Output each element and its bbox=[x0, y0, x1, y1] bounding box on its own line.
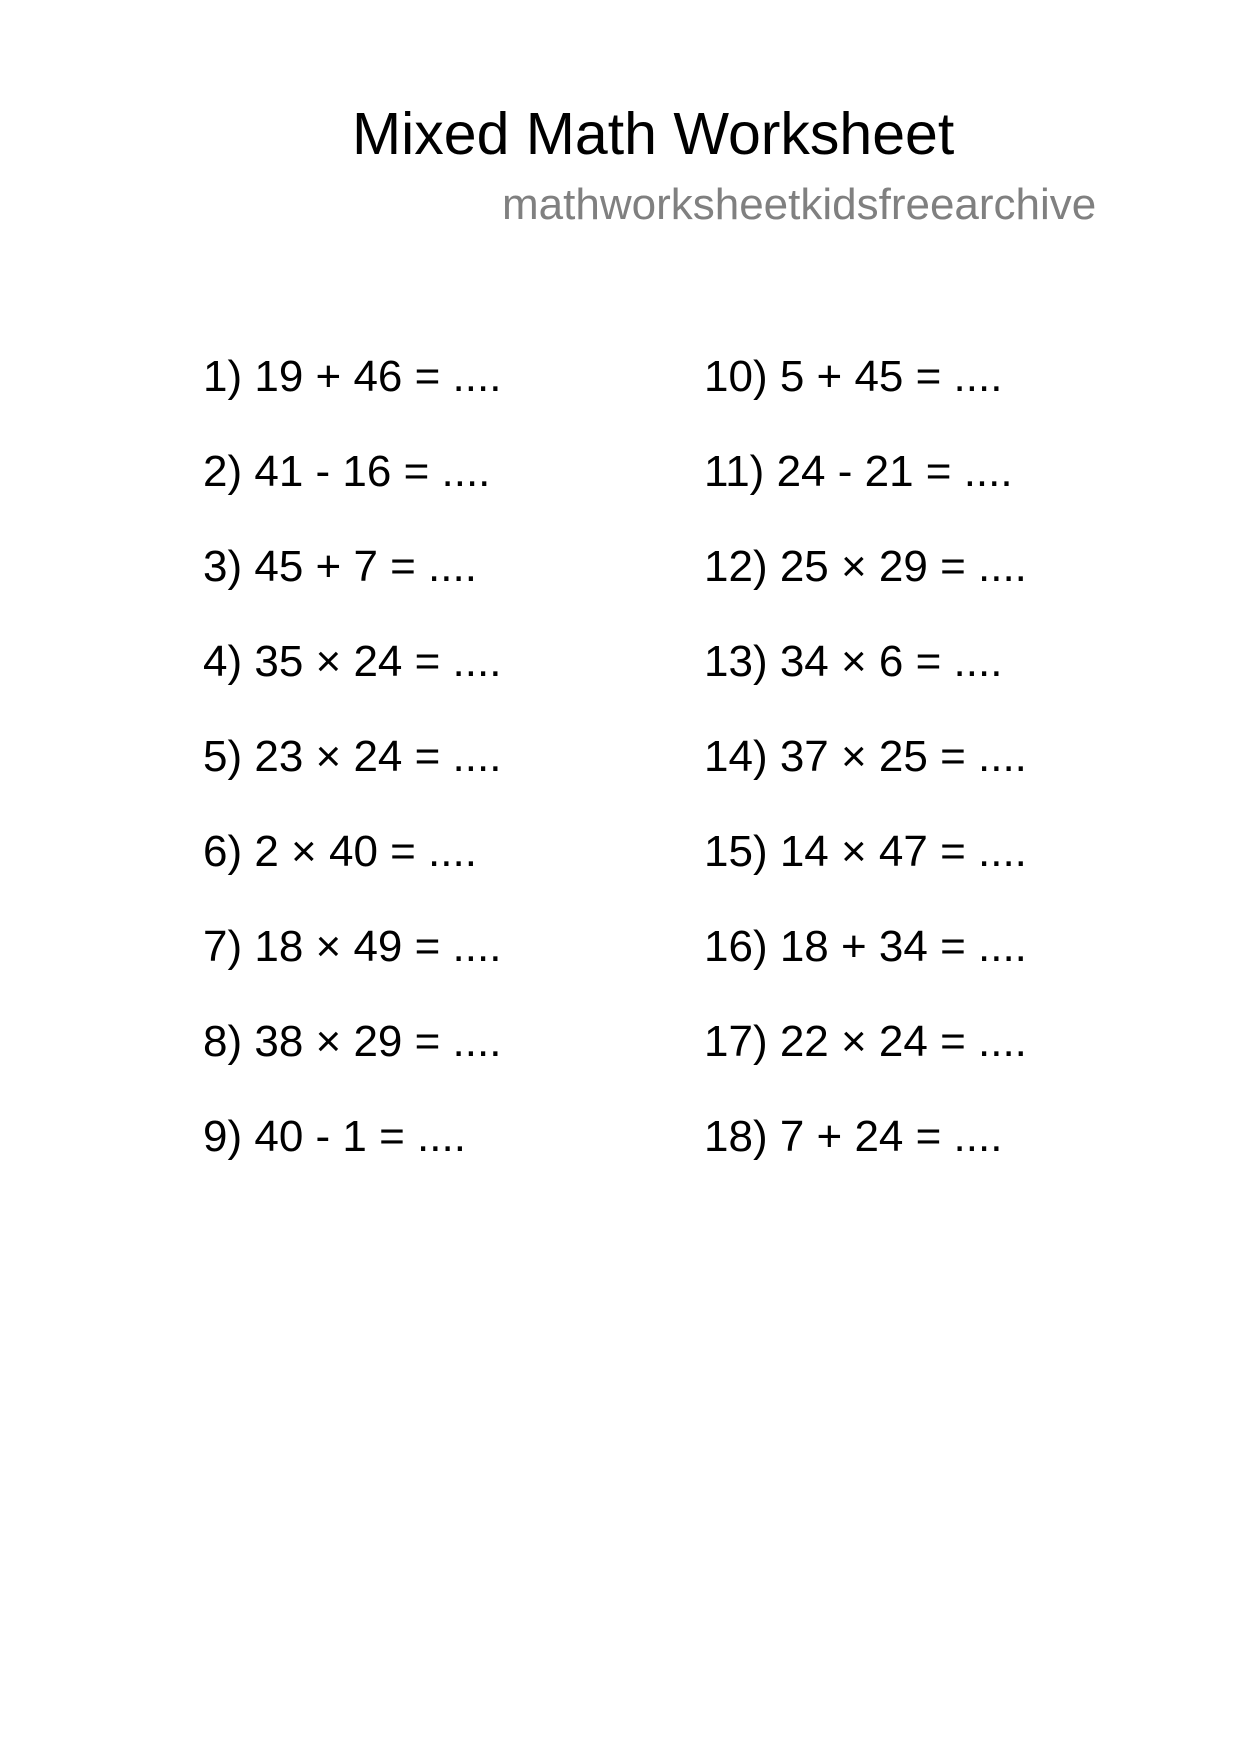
worksheet-source: mathworksheetkidsfreearchive bbox=[502, 180, 1097, 229]
problem-number: 1) bbox=[203, 352, 243, 401]
problem-13 bbox=[704, 637, 1027, 735]
problem-expression: 41 - 16 = .... bbox=[254, 447, 491, 496]
problem-expression: 18 × 49 = .... bbox=[254, 922, 502, 971]
problem-8 bbox=[203, 1017, 502, 1115]
problem-14 bbox=[704, 732, 1027, 830]
problem-number: 8) bbox=[203, 1017, 243, 1066]
problem-expression: 14 × 47 = .... bbox=[779, 827, 1027, 876]
problem-18 bbox=[704, 1112, 1027, 1210]
problem-number: 7) bbox=[203, 922, 243, 971]
problem-expression: 2 × 40 = .... bbox=[254, 827, 477, 876]
problem-number: 9) bbox=[203, 1112, 243, 1161]
problem-number: 18) bbox=[704, 1112, 768, 1161]
problem-expression: 37 × 25 = .... bbox=[779, 732, 1027, 781]
problem-number: 5) bbox=[203, 732, 243, 781]
problem-expression: 25 × 29 = .... bbox=[779, 542, 1027, 591]
problem-expression: 5 + 45 = .... bbox=[779, 352, 1003, 401]
problem-number: 6) bbox=[203, 827, 243, 876]
problem-number: 4) bbox=[203, 637, 243, 686]
problem-expression: 18 + 34 = .... bbox=[779, 922, 1027, 971]
worksheet-title: Mixed Math Worksheet bbox=[352, 101, 955, 167]
problem-5 bbox=[203, 732, 502, 830]
problem-expression: 45 + 7 = .... bbox=[254, 542, 477, 591]
problem-15 bbox=[704, 827, 1027, 925]
problem-expression: 40 - 1 = .... bbox=[254, 1112, 466, 1161]
problems-left-column bbox=[203, 352, 502, 1210]
problem-number: 11) bbox=[704, 447, 765, 496]
problem-number: 16) bbox=[704, 922, 768, 971]
problems-right-column bbox=[704, 352, 1027, 1210]
problem-number: 13) bbox=[704, 637, 768, 686]
problem-3 bbox=[203, 542, 501, 640]
problem-9 bbox=[203, 1112, 501, 1210]
problem-number: 15) bbox=[704, 827, 768, 876]
problem-number: 2) bbox=[203, 447, 243, 496]
problem-6 bbox=[203, 827, 501, 925]
problem-1 bbox=[203, 352, 502, 450]
problem-11 bbox=[704, 447, 1027, 545]
problem-expression: 19 + 46 = .... bbox=[254, 352, 502, 401]
problem-number: 17) bbox=[704, 1017, 768, 1066]
problem-17 bbox=[704, 1017, 1027, 1115]
problem-2 bbox=[203, 447, 501, 545]
problem-12 bbox=[704, 542, 1027, 640]
problem-number: 12) bbox=[704, 542, 768, 591]
problem-10 bbox=[704, 352, 1027, 450]
problem-expression: 38 × 29 = .... bbox=[254, 1017, 502, 1066]
problem-expression: 24 - 21 = .... bbox=[776, 447, 1013, 496]
problem-number: 3) bbox=[203, 542, 243, 591]
problem-4 bbox=[203, 637, 502, 735]
problem-7 bbox=[203, 922, 502, 1020]
problem-expression: 7 + 24 = .... bbox=[779, 1112, 1003, 1161]
problem-number: 14) bbox=[704, 732, 768, 781]
problem-expression: 22 × 24 = .... bbox=[779, 1017, 1027, 1066]
problem-expression: 23 × 24 = .... bbox=[254, 732, 502, 781]
problem-expression: 35 × 24 = .... bbox=[254, 637, 502, 686]
problem-expression: 34 × 6 = .... bbox=[779, 637, 1003, 686]
problem-16 bbox=[704, 922, 1027, 1020]
problem-number: 10) bbox=[704, 352, 768, 401]
